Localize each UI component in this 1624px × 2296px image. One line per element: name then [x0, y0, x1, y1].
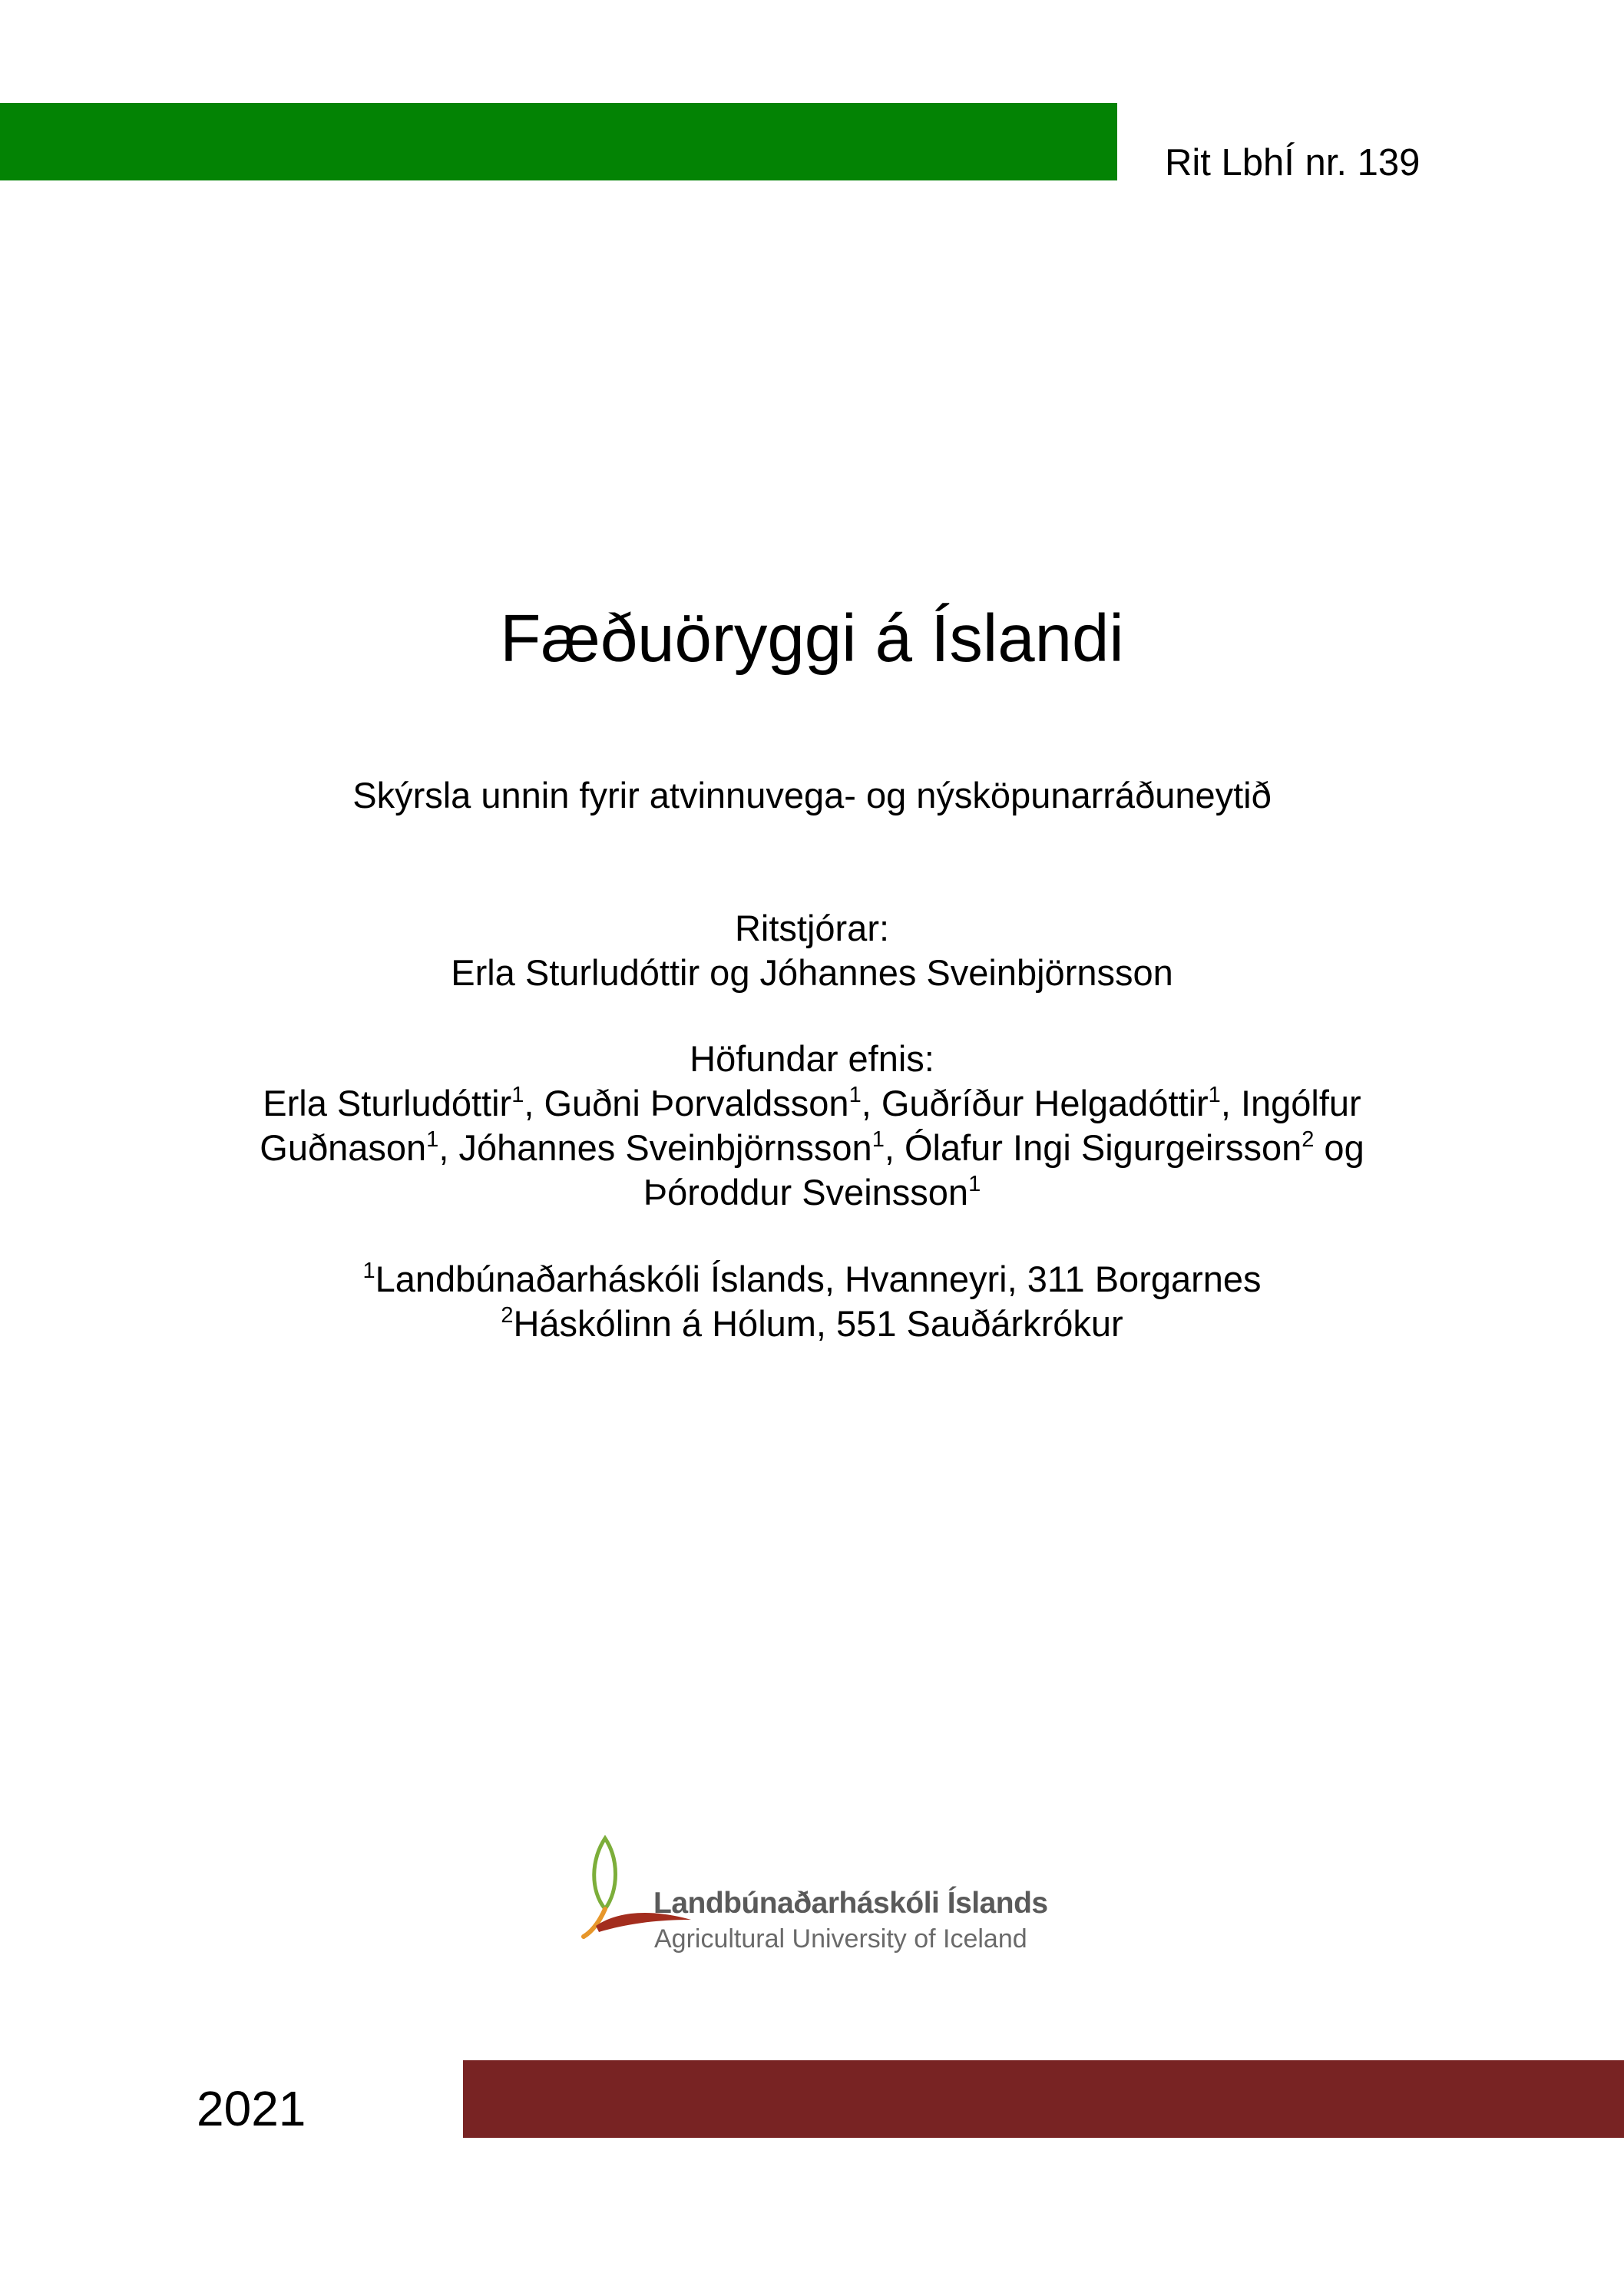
affiliation-number: 1	[362, 1259, 375, 1283]
author-name: Jóhannes Sveinbjörnsson	[458, 1127, 872, 1168]
author-separator: ,	[438, 1127, 459, 1168]
publication-year: 2021	[197, 2081, 306, 2136]
affiliation-2	[0, 1302, 1624, 1346]
affiliation-text: Háskólinn á Hólum, 551 Sauðárkrókur	[513, 1303, 1123, 1344]
affiliation-number: 2	[501, 1303, 514, 1328]
editors-names: Erla Sturludóttir og Jóhannes Sveinbjörnsson	[451, 952, 1173, 993]
author-separator: ,	[861, 1083, 881, 1123]
page-title: Fæðuöryggi á Íslandi	[500, 601, 1124, 676]
authors-line-1	[0, 1081, 1624, 1126]
top-green-bar	[0, 103, 1117, 180]
authors-section	[0, 1037, 1624, 1215]
author-affiliation-mark: 1	[968, 1172, 981, 1196]
editors-label: Ritstjórar:	[734, 908, 890, 948]
author-name-part: Guðnason	[260, 1127, 427, 1168]
affiliation-text: Landbúnaðarháskóli Íslands, Hvanneyri, 311 Borgarnes	[375, 1259, 1262, 1299]
author-name: Guðríður Helgadóttir	[881, 1083, 1209, 1123]
series-label: Rit LbhÍ nr. 139	[1165, 142, 1421, 184]
author-affiliation-mark: 1	[1208, 1083, 1221, 1107]
logo-name-icelandic: Landbúnaðarháskóli Íslands	[653, 1887, 1048, 1920]
authors-line-2	[0, 1126, 1624, 1170]
authors-label: Höfundar efnis:	[690, 1038, 934, 1079]
affiliation-1	[0, 1257, 1624, 1302]
author-name-part: Ingólfur	[1240, 1083, 1361, 1123]
author-separator: ,	[524, 1083, 544, 1123]
author-name: Erla Sturludóttir	[263, 1083, 512, 1123]
affiliations-section	[0, 1257, 1624, 1346]
author-separator: ,	[884, 1127, 905, 1168]
author-affiliation-mark: 1	[511, 1083, 524, 1107]
author-affiliation-mark: 2	[1302, 1127, 1315, 1152]
university-logo	[567, 1818, 1050, 1972]
page-subtitle: Skýrsla unnin fyrir atvinnuvega- og nýsköpunarráðuneytið	[352, 775, 1272, 816]
author-affiliation-mark: 1	[426, 1127, 439, 1152]
author-separator: ,	[1220, 1083, 1241, 1123]
logo-name-english: Agricultural University of Iceland	[654, 1924, 1027, 1954]
author-name: Þóroddur Sveinsson	[643, 1172, 969, 1213]
author-name: Ólafur Ingi Sigurgeirsson	[904, 1127, 1302, 1168]
authors-line-3	[0, 1170, 1624, 1215]
author-name: Guðni Þorvaldsson	[544, 1083, 849, 1123]
author-affiliation-mark: 1	[848, 1083, 862, 1107]
author-affiliation-mark: 1	[872, 1127, 885, 1152]
bottom-red-bar	[463, 2060, 1624, 2138]
editors-section	[0, 906, 1624, 995]
author-conjunction: og	[1314, 1127, 1364, 1168]
